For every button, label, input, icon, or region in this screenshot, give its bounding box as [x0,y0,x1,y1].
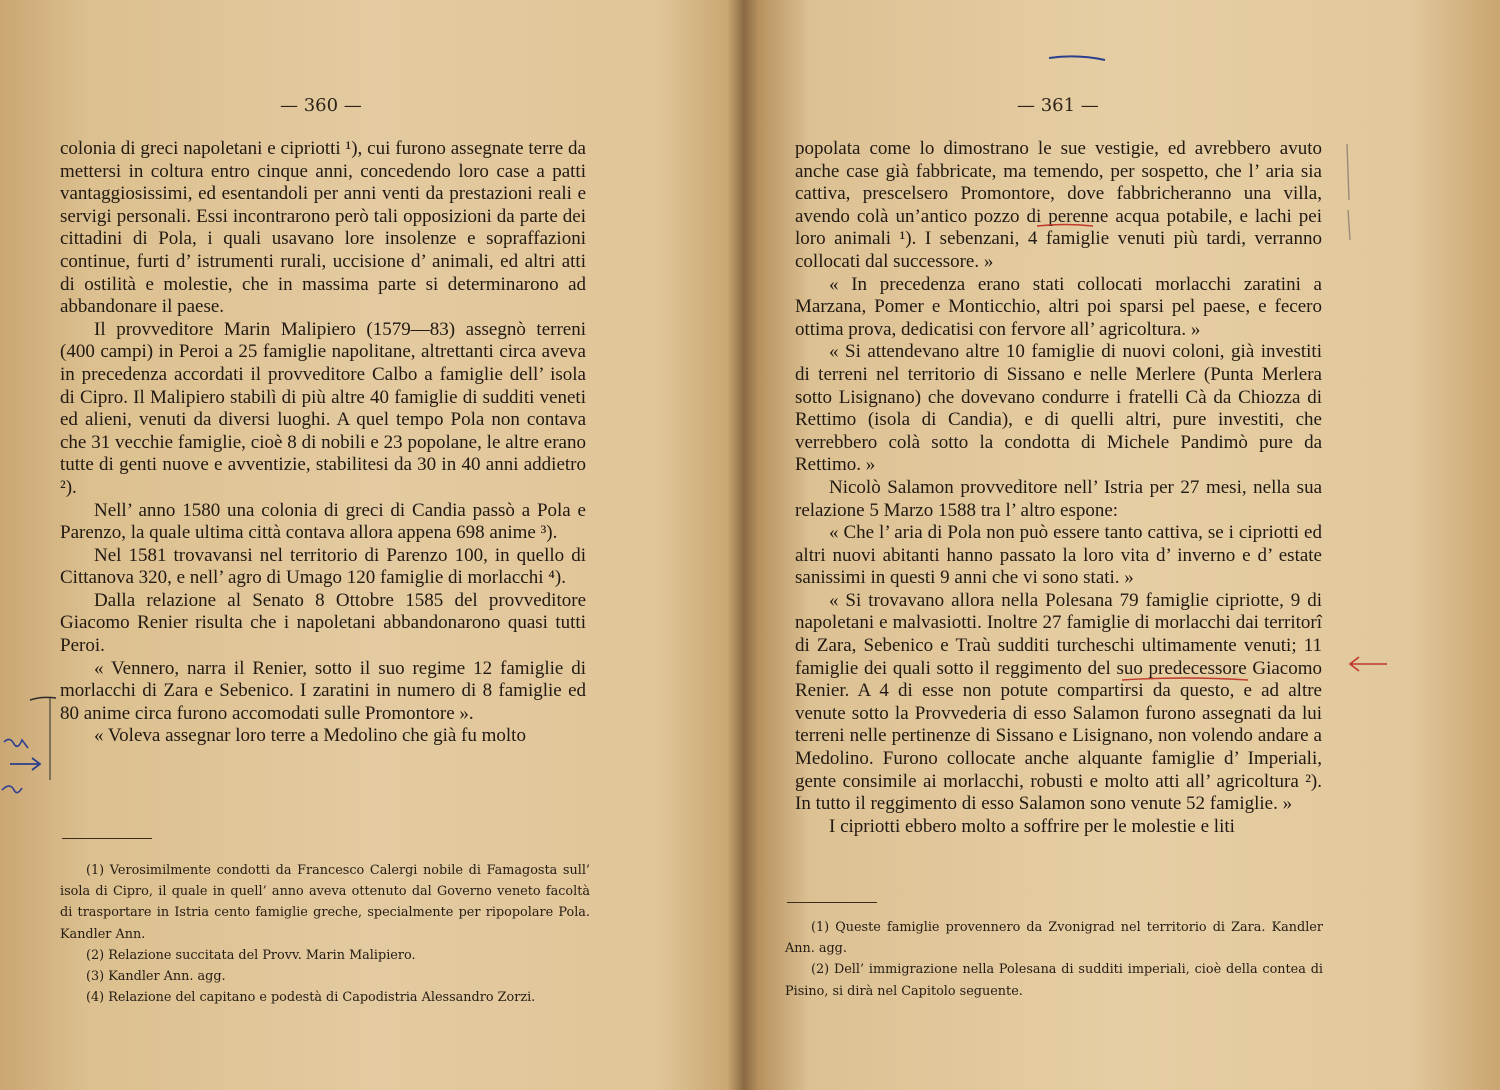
left-page [0,0,700,1090]
paragraph: « In precedenza erano stati collocati morlacchi zaratini a Marzana, Pomer e Monticchio, altri poi sparsi pel paese, e fecero ottima prova, dedicatisi con fervore all’ agricoltura. » [795,273,1322,340]
page-number: — 361 — [1017,95,1099,116]
footnote: (3) Kandler Ann. agg. [86,969,226,985]
footnote: (2) Relazione succitata del Provv. Marin Malipiero. [86,947,416,963]
page-body [60,138,586,748]
paragraph: Nicolò Salamon provveditore nell’ Istria per 27 mesi, nella sua relazione 5 Marzo 1588 tra l’ altro espone: [795,476,1322,521]
paragraph: popolata come lo dimostrano le sue vestigie, ed avrebbero avuto anche case già fabbricate, ma temendo, per sospetto, che l’ aria sia cattiva, prescelsero Promontore, dove fabbricheranno una villa, avendo colà un’antico pozzo di perenne acqua potabile, e lachi pei loro animali ¹). I sebenzani, 4 famiglie venuti più tardi, verranno collocati dal successore. » [795,138,1322,272]
footnotes [60,860,590,1008]
paragraph: « Vennero, narra il Renier, sotto il suo regime 12 famiglie di morlacchi di Zara e Sebenico. I zaratini in numero di 8 famiglie ed 80 anime circa furono accomodati sulle Promontore ». [60,657,586,724]
paragraph: Nell’ anno 1580 una colonia di greci di Candia passò a Pola e Parenzo, la quale ultima città contava allora appena 698 anime ³). [60,499,586,544]
footnote: (1) Verosimilmente condotti da Francesco Calergi nobile di Famagosta sull’ isola di Cipro, il quale in quell’ anno aveva ottenuto dal Governo veneto facoltà di trasportare in Istria cento famiglie greche, specialmente per ripopolare Pola. Kandler Ann. [60,863,590,942]
red-arrow-icon [1347,654,1389,674]
paragraph: Il provveditore Marin Malipiero (1579—83) assegnò terreni (400 campi) in Peroi a 25 famiglie napolitane, altrettanti circa aveva in precedenza accordati il provveditore Calbo a famiglie dell’ isola di Cipro. Il Malipiero stabilì di più altre 40 famiglie di sudditi veneti ed alieni, venuti da diversi luoghi. A quel tempo Pola non contava che 31 vecchie famiglie, cioè 8 di nobili e 23 popolane, le altre erano tutte di genti nuove e avventizie, stabilitesi da 30 in 40 anni addietro ²). [60,318,586,498]
page-body [795,138,1322,838]
footnotes [785,917,1323,1002]
footnote: (1) Queste famiglie provennero da Zvonigrad nel territorio di Zara. Kandler Ann. agg. [785,920,1323,957]
pencil-dash [1047,52,1107,64]
footnote: (2) Dell’ immigrazione nella Polesana di sudditi imperiali, cioè della contea di Pisino, si dirà nel Capitolo seguente. [785,962,1323,999]
paragraph: « Che l’ aria di Pola non può essere tanto cattiva, se i cipriotti ed altri nuovi abitanti hanno passato la loro vita d’ inverno e d’ estate sanissimi in questi 9 anni che vi sono stati. » [795,522,1322,589]
paragraph: Dalla relazione al Senato 8 Ottobre 1585 del provveditore Giacomo Renier risulta che i napoletani abbandonarono quasi tutti Peroi. [60,589,586,657]
footnote-rule [62,838,152,839]
paragraph: « Si attendevano altre 10 famiglie di nuovi coloni, già investiti di terreni nel territorio di Sissano e nelle Merlere (Punta Merlera sotto Lisignano) che dovevano condurre i fratelli Cà da Chiozza di Rettimo (isola di Candia), e di quelli altri, pure investiti, che verrebbero colà sotto la condotta di Michele Pandimò pure da Rettimo. » [795,341,1322,476]
paragraph: colonia di greci napoletani e cipriotti ¹), cui furono assegnate terre da mettersi in coltura entro cinque anni, concedendo loro case a patti vantaggiosissimi, ed esentandoli per anni venti da prestazioni reali e servigi personali. Essi incontrarono però tali opposizioni da parte dei cittadini di Pola, i quali usavano lore insolenze e sopraffazioni continue, furti d’ istrumenti rurali, uccisione d’ animali, ed altri atti di ostilità e molestie, che in massima parte si determinarono ad abbandonare il paese. [60,138,586,318]
paragraph: « Voleva assegnar loro terre a Medolino che già fu molto [94,725,526,747]
margin-pencil-bracket [1341,140,1355,250]
paragraph: « Si trovavano allora nella Polesana 79 famiglie cipriotte, 9 di napoletani e malvasiotti. Inoltre 27 famiglie di morlacchi dai territorî di Zara, Sebenico e Traù sudditi turcheschi ultimamente venuti; 11 famiglie dei quali sotto il reggimento del suo predecessore Giacomo Renier. A 4 di esse non potute compartirsi da questo, e ad altre venute sotto la Provvederia di esso Salamon furono assegnati da lui terreni nelle pertinenze di Sissano e Lisignano, non volendo andare a Medolino. Furono collocate anche alquante famiglie d’ Imperiali, gente consimile ai morlacchi, robusti e molto atti all’ agricoltura ²). In tutto il reggimento di esso Salamon sono venute 52 famiglie. » [795,589,1322,815]
footnote: (4) Relazione del capitano e podestà di Capodistria Alessandro Zorzi. [86,990,536,1006]
page-number: — 360 — [280,95,362,116]
right-page [735,0,1500,1090]
footnote-rule [787,902,877,903]
paragraph: Nel 1581 trovavansi nel territorio di Parenzo 100, in quello di Cittanova 320, e nell’ agro di Umago 120 famiglie di morlacchi ⁴). [60,544,586,589]
paragraph: I cipriotti ebbero molto a soffrire per le molestie e liti [829,815,1235,837]
